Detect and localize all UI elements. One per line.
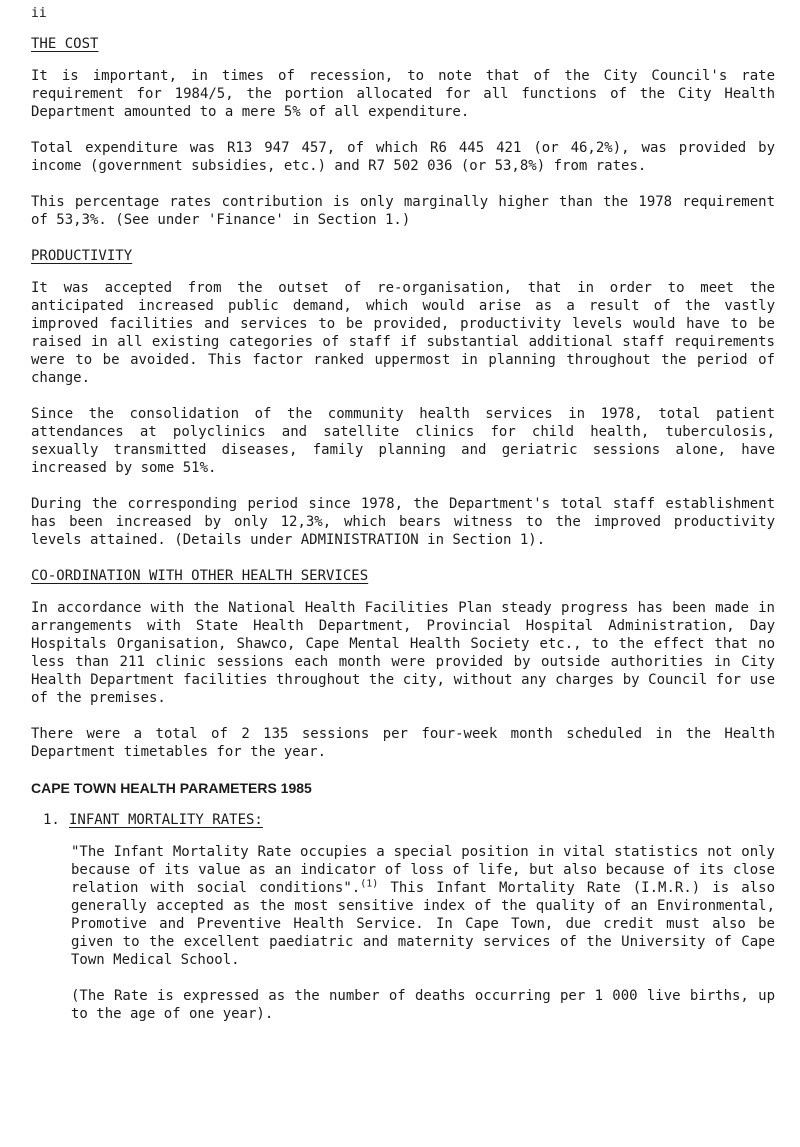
section-the-cost bbox=[31, 35, 775, 229]
section-productivity bbox=[31, 247, 775, 549]
coordination-paragraph-2: There were a total of 2 135 sessions per four-week month scheduled in the Health Department timetables for the year. bbox=[31, 726, 775, 760]
rate-definition-note: (The Rate is expressed as the number of deaths occurring per 1 000 live births, up to the age of one year). bbox=[71, 988, 775, 1022]
cost-paragraph-2: Total expenditure was R13 947 457, of which R6 445 421 (or 46,2%), was provided by income (government subsidies, etc.) and R7 502 036 (or 53,8%) from rates. bbox=[31, 140, 775, 174]
heading-coordination: CO-ORDINATION WITH OTHER HEALTH SERVICES bbox=[31, 568, 369, 584]
numbered-item-infant-mortality bbox=[43, 811, 775, 829]
quote-text: "The Infant Mortality Rate occupies a special position in vital statistics not only because of its value as an indicator of loss of life, but also because of its close relation with social conditions". bbox=[71, 844, 775, 896]
productivity-paragraph-1: It was accepted from the outset of re-organisation, that in order to meet the anticipated increased public demand, which would arise as a result of the vastly improved facilities and services to be provided, productivity levels would have to be raised in all existing categories of staff if substantial additional staff requirements were to be avoided. This factor ranked uppermost in planning throughout the period of change. bbox=[31, 280, 775, 386]
productivity-paragraph-2: Since the consolidation of the community health services in 1978, total patient attendances at polyclinics and satellite clinics for child health, tuberculosis, sexually transmitted diseases, family planning and geriatric sessions alone, have increased by some 51%. bbox=[31, 406, 775, 476]
document-page bbox=[31, 6, 775, 1041]
heading-health-parameters: CAPE TOWN HEALTH PARAMETERS 1985 bbox=[31, 780, 312, 796]
page-number: ii bbox=[31, 6, 47, 21]
footnote-reference: (1) bbox=[360, 878, 379, 890]
heading-productivity: PRODUCTIVITY bbox=[31, 248, 133, 264]
item-label: INFANT MORTALITY RATES: bbox=[69, 812, 263, 828]
productivity-paragraph-3: During the corresponding period since 1978, the Department's total staff establishment has been increased by only 12,3%, which bears witness to the improved productivity levels attained. (Details under ADMINISTRATION in Section 1). bbox=[31, 496, 775, 548]
heading-the-cost: THE COST bbox=[31, 36, 99, 52]
cost-paragraph-3: This percentage rates contribution is only marginally higher than the 1978 requirement of 53,3%. (See under 'Finance' in Section 1.) bbox=[31, 194, 775, 228]
infant-mortality-quote bbox=[71, 843, 775, 969]
cost-paragraph-1: It is important, in times of recession, to note that of the City Council's rate requirement for 1984/5, the portion allocated for all functions of the City Health Department amounted to a mere 5% of all expenditure. bbox=[31, 68, 775, 120]
item-number: 1. bbox=[43, 812, 60, 828]
coordination-paragraph-1: In accordance with the National Health Facilities Plan steady progress has been made in arrangements with State Health Department, Provincial Hospital Administration, Day Hospitals Organisation, Shawco, Cape Mental Health Society etc., to the effect that no less than 211 clinic sessions each month were provided by outside authorities in City Health Department facilities throughout the city, without any charges by Council for use of the premises. bbox=[31, 600, 775, 706]
section-coordination bbox=[31, 567, 775, 761]
section-health-parameters bbox=[31, 779, 775, 1023]
quote-continuation: This Infant Mortality Rate (I.M.R.) is also generally accepted as the most sensitive index of the quality of an Environmental, Promotive and Preventive Health Service. In Cape Town, due credit must also be given to the excellent paediatric and maternity services of the University of Cape Town Medical School. bbox=[71, 880, 775, 968]
